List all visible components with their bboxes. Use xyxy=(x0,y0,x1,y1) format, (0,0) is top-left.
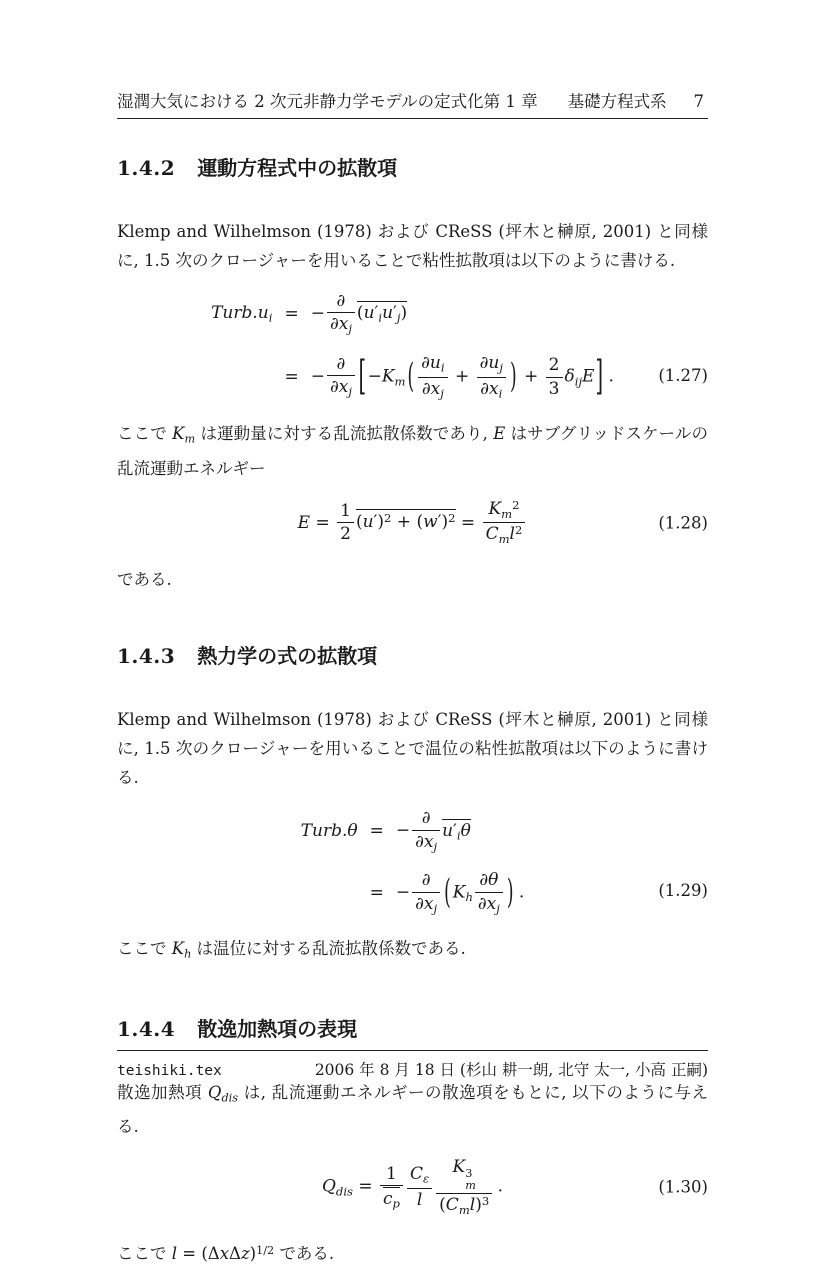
section-title-text: 散逸加熱項の表現 xyxy=(197,1016,358,1041)
equation-rhs-line2: − ∂ $\partial x_j$ [$-K_m$ ( $\frac{\partial u_i}{\partial x_j}$ + $\frac{\partial u_j}{\partial x_i}$ ) + $\frac{2}{3}$ $\delta_{ij}E$] . xyxy=(310,352,614,401)
equation-number: (1.30) xyxy=(658,1177,708,1197)
page-footer xyxy=(117,1050,708,1080)
equation-1-28 xyxy=(117,499,708,548)
section-number: 1.4.4 xyxy=(117,1016,176,1041)
equals-sign: = xyxy=(369,821,384,842)
paragraph-km-definition: ここで $K_m$ は運動量に対する乱流拡散係数であり, E はサブグリッドスケールの乱流運動エネルギー xyxy=(117,424,708,478)
paragraph-dearu: である. xyxy=(117,570,172,590)
footer-filename: teishiki.tex xyxy=(117,1063,222,1079)
equals-sign: = xyxy=(284,367,299,388)
paragraph-l-definition: ここで $l = (\Delta x\Delta z)^{1/2}$ である. xyxy=(117,1243,335,1263)
section-number: 1.4.3 xyxy=(117,644,176,669)
equation-number: (1.28) xyxy=(658,513,708,533)
equation-body xyxy=(117,808,708,916)
footer-date-authors: 2006 年 8 月 18 日 (杉山 耕一朗, 北守 太一, 小高 正嗣) xyxy=(314,1061,708,1079)
equation-body: $Q_{dis}$ = $\frac{1}{c_p}$ $\frac{C_\varepsilon}{l}$ K 3 m $(C_ml)^3$ . xyxy=(321,1157,504,1217)
section-title-text: 熱力学の式の拡散項 xyxy=(197,644,378,669)
section-heading-1-4-3 xyxy=(117,640,708,669)
equation-body xyxy=(117,291,708,401)
equation-1-29 xyxy=(117,808,708,916)
equation-1-27 xyxy=(117,291,708,401)
equation-number: (1.29) xyxy=(658,881,708,901)
page-header xyxy=(117,88,708,119)
page-number: 7 xyxy=(693,92,704,111)
paragraph-closure-momentum: Klemp and Wilhelmson (1978) および CReSS (坪木と榊原, 2001) と同様に, 1.5 次のクロージャーを用いることで粘性拡散項は以下のように書ける. xyxy=(117,222,708,270)
equals-sign: = xyxy=(284,303,299,324)
equals-sign: = xyxy=(369,883,384,904)
section-heading-1-4-4 xyxy=(117,1013,708,1042)
equation-body: E = $\frac{1}{2}$ $(u')^2 + (w')^2$ = $K_m^2$ $C_ml^2$ xyxy=(117,499,708,548)
equation-lhs: Turb.θ xyxy=(300,821,358,842)
equation-rhs-line1: − ∂ $\partial x_j$ $u'_i\theta$ xyxy=(395,808,471,854)
equation-number: (1.27) xyxy=(658,366,708,386)
equation-rhs-line1: − ∂ $\partial x_j$ $(u'_iu'_j)$ xyxy=(310,291,408,337)
equation-lhs: $Turb.u_i$ xyxy=(211,303,273,325)
page-content xyxy=(117,88,708,1268)
header-section-title: 基礎方程式系 xyxy=(567,92,667,111)
section-heading-1-4-2 xyxy=(117,152,708,181)
paragraph-qdis-intro: 散逸加熱項 $Q_{dis}$ は, 乱流運動エネルギーの散逸項をもとに, 以下のように与える. xyxy=(117,1082,708,1137)
paragraph-kh-definition: ここで $K_h$ は温位に対する乱流拡散係数である. xyxy=(117,939,466,961)
running-title: 湿潤大気における 2 次元非静力学モデルの定式化第 1 章 xyxy=(117,92,538,111)
paragraph-closure-theta: Klemp and Wilhelmson (1978) および CReSS (坪木と榊原, 2001) と同様に, 1.5 次のクロージャーを用いることで温位の粘性拡散項は以下のように書ける. xyxy=(117,710,708,788)
equation-1-30 xyxy=(117,1157,708,1217)
section-title-text: 運動方程式中の拡散項 xyxy=(197,156,398,180)
equation-rhs-line2: − ∂ $\partial x_j$ ( $K_h$ $\frac{\partial\theta}{\partial x_j}$ ) . xyxy=(395,870,525,916)
section-number: 1.4.2 xyxy=(117,156,176,180)
